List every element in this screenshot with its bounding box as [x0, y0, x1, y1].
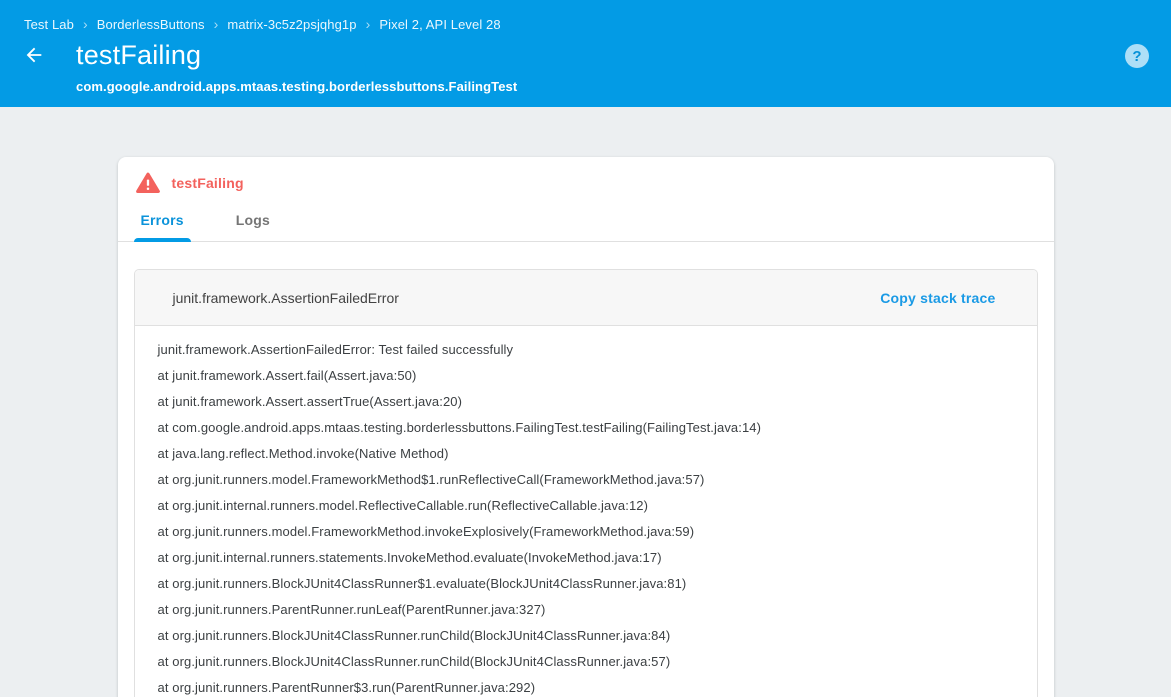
test-status-row — [118, 157, 1054, 194]
back-button[interactable] — [21, 44, 47, 70]
back-arrow-icon — [23, 44, 45, 71]
chevron-right-icon: › — [82, 16, 88, 32]
tab-errors[interactable]: Errors — [134, 201, 191, 241]
test-name-label: testFailing — [171, 175, 244, 191]
warning-icon — [136, 172, 160, 194]
test-result-card — [118, 157, 1054, 697]
stack-trace-line: at org.junit.runners.BlockJUnit4ClassRunner$1.evaluate(BlockJUnit4ClassRunner.java:81) — [157, 576, 687, 591]
main-content — [0, 107, 1171, 697]
stack-trace-line: at org.junit.runners.BlockJUnit4ClassRunner.runChild(BlockJUnit4ClassRunner.java:84) — [157, 628, 671, 643]
stack-trace-line: at com.google.android.apps.mtaas.testing.borderlessbuttons.FailingTest.testFailing(FailingTest.java:14) — [157, 420, 762, 435]
breadcrumb-item-test-lab[interactable]: Test Lab — [24, 16, 74, 32]
app-header — [0, 0, 1171, 107]
help-button[interactable] — [1125, 44, 1149, 68]
breadcrumb-item-project[interactable]: BorderlessButtons — [96, 16, 205, 32]
stack-trace-line: at org.junit.runners.BlockJUnit4ClassRunner.runChild(BlockJUnit4ClassRunner.java:57) — [157, 654, 671, 669]
stack-trace-line: at org.junit.internal.runners.statements.InvokeMethod.evaluate(InvokeMethod.java:17) — [157, 550, 662, 565]
stack-trace-line: at junit.framework.Assert.assertTrue(Assert.java:20) — [157, 394, 463, 409]
breadcrumb — [24, 16, 501, 32]
stack-trace-line: at org.junit.runners.ParentRunner$3.run(ParentRunner.java:292) — [157, 680, 536, 695]
stack-trace-line: junit.framework.AssertionFailedError: Test failed successfully — [157, 342, 514, 357]
page-title: testFailing — [76, 40, 202, 70]
stack-trace-line: at org.junit.internal.runners.model.ReflectiveCallable.run(ReflectiveCallable.java:12) — [157, 498, 649, 513]
question-mark-icon: ? — [1132, 47, 1142, 65]
page-subtitle: com.google.android.apps.mtaas.testing.borderlessbuttons.FailingTest — [76, 79, 518, 94]
error-panel-header — [135, 270, 1037, 326]
chevron-right-icon: › — [365, 16, 371, 32]
stack-trace — [135, 326, 1037, 697]
stack-trace-line: at org.junit.runners.ParentRunner.runLeaf(ParentRunner.java:327) — [157, 602, 546, 617]
error-panel — [134, 269, 1038, 697]
copy-stack-trace-button[interactable]: Copy stack trace — [880, 289, 996, 306]
breadcrumb-item-matrix[interactable]: matrix-3c5z2psjqhg1p — [227, 16, 357, 32]
tab-bar — [118, 201, 1054, 242]
stack-trace-line: at java.lang.reflect.Method.invoke(Native Method) — [157, 446, 449, 461]
chevron-right-icon: › — [213, 16, 219, 32]
stack-trace-line: at junit.framework.Assert.fail(Assert.java:50) — [157, 368, 417, 383]
stack-trace-line: at org.junit.runners.model.FrameworkMethod.invokeExplosively(FrameworkMethod.java:59) — [157, 524, 695, 539]
tab-logs[interactable]: Logs — [235, 212, 270, 228]
error-title: junit.framework.AssertionFailedError — [172, 289, 399, 306]
breadcrumb-item-device: Pixel 2, API Level 28 — [379, 16, 501, 32]
stack-trace-line: at org.junit.runners.model.FrameworkMethod$1.runReflectiveCall(FrameworkMethod.java:57) — [157, 472, 705, 487]
